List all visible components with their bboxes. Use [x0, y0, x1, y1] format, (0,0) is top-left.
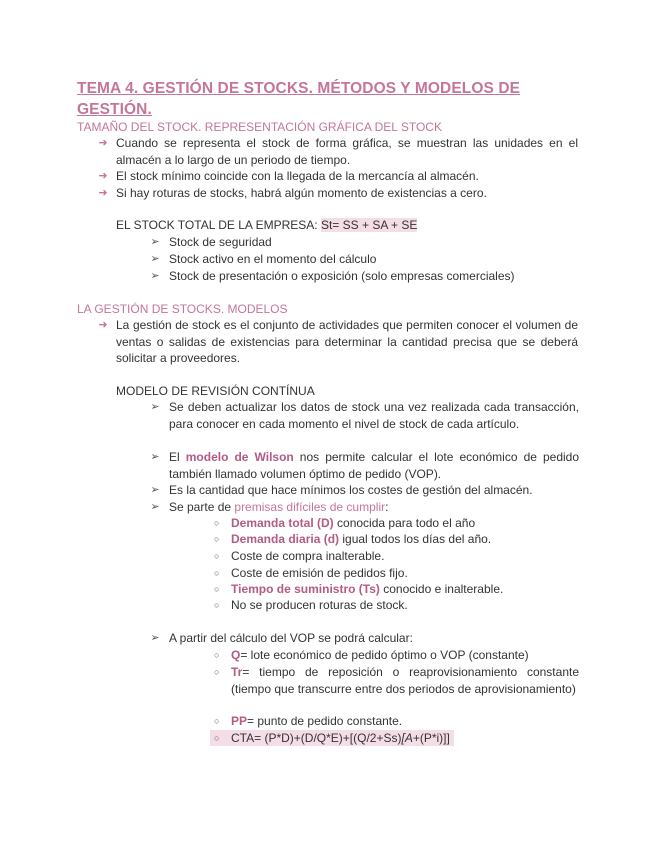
model-heading: MODELO DE REVISIÓN CONTÍNUA [116, 384, 315, 398]
triangle-bullet-icon: ➢ [150, 484, 160, 496]
vop-text: = punto de pedido constante. [247, 714, 403, 728]
list-item: Se deben actualizar los datos de stock una vez realizada cada transacción, para conocer en cada momento el nivel de stock de cada artículo. [169, 400, 579, 431]
circle-bullet-icon: ○ [214, 716, 220, 726]
vop-text: = lote económico de pedido óptimo o VOP (constante) [240, 648, 529, 662]
list-item: Si hay roturas de stocks, habrá algún momento de existencias a cero. [116, 186, 487, 200]
section-heading-stock-size: TAMAÑO DEL STOCK. REPRESENTACIÓN GRÁFICA DEL STOCK [77, 120, 442, 134]
triangle-bullet-icon: ➢ [150, 451, 160, 463]
vop-item-cta [231, 730, 579, 747]
cta-formula-italic: [A [401, 731, 413, 745]
premise-text: conocida para todo el año [333, 516, 476, 530]
circle-bullet-icon: ○ [214, 667, 220, 677]
vop-item-pp [231, 713, 579, 730]
vop-item-tr [231, 664, 579, 697]
circle-bullet-icon: ○ [214, 584, 220, 594]
circle-bullet-icon: ○ [214, 551, 220, 561]
arrow-bullet-icon: ➜ [98, 187, 108, 199]
list-item: Es la cantidad que hace mínimos los costes de gestión del almacén. [169, 483, 533, 497]
triangle-bullet-icon: ➢ [150, 401, 160, 413]
triangle-bullet-icon: ➢ [150, 270, 160, 282]
premises-post: : [385, 500, 389, 514]
premise-text: conocido e inalterable. [379, 582, 504, 596]
arrow-bullet-icon: ➜ [98, 170, 108, 182]
stock-total-formula: St= SS + SA + SE [320, 218, 418, 232]
vop-item-q [231, 647, 579, 664]
premise-term: Demanda diaria (d) [231, 532, 340, 546]
arrow-bullet-icon: ➜ [98, 137, 108, 149]
list-item: Stock de presentación o exposición (solo empresas comerciales) [169, 269, 515, 283]
vop-term: PP [231, 714, 248, 728]
circle-bullet-icon: ○ [214, 650, 220, 660]
intro-paragraph: La gestión de stock es el conjunto de actividades que permiten conocer el volumen de ventas o salidas de existencias para determinar la cantidad precisa que se deberá solicitar a proveedores. [116, 318, 578, 365]
cta-formula-pre: CTA= (P*D)+(D/Q*E)+[(Q/2+Ss) [231, 731, 402, 745]
premise-item: Coste de compra inalterable. [231, 549, 385, 563]
cta-formula-post: +(P*i)]] [412, 731, 450, 745]
list-item: A partir del cálculo del VOP se podrá calcular: [169, 631, 413, 645]
circle-bullet-icon: ○ [214, 733, 220, 743]
premise-term: Tiempo de suministro (Ts) [231, 582, 380, 596]
list-item-wilson [169, 449, 579, 482]
wilson-pre: El [169, 450, 186, 464]
wilson-bold: modelo de Wilson [185, 450, 294, 464]
premise-item [231, 531, 579, 548]
premise-item [231, 581, 579, 598]
vop-term: Q [231, 648, 241, 662]
circle-bullet-icon: ○ [214, 534, 220, 544]
list-item: Stock activo en el momento del cálculo [169, 252, 377, 266]
triangle-bullet-icon: ➢ [150, 253, 160, 265]
section-heading-stock-management: LA GESTIÓN DE STOCKS. MODELOS [77, 302, 288, 316]
vop-term: Tr [231, 665, 243, 679]
premises-highlight: premisas difíciles de cumplir [234, 500, 386, 514]
premises-pre: Se parte de [169, 500, 235, 514]
list-item: Cuando se representa el stock de forma gráfica, se muestran las unidades en el almacén a lo largo de un periodo de tiempo. [116, 136, 578, 167]
premise-text: igual todos los días del año. [339, 532, 492, 546]
vop-text: = tiempo de reposición o reaprovisionamiento constante (tiempo que transcurre entre dos periodos de aprovisionamiento) [231, 665, 579, 696]
circle-bullet-icon: ○ [214, 600, 220, 610]
premise-item: No se producen roturas de stock. [231, 598, 408, 612]
list-item-premises [169, 499, 579, 516]
arrow-bullet-icon: ➜ [98, 319, 108, 331]
wilson-post: nos permite calcular el lote económico de pedido también llamado volumen óptimo de pedido (VOP). [169, 450, 580, 481]
stock-total-label: EL STOCK TOTAL DE LA EMPRESA: [116, 218, 321, 232]
list-item: El stock mínimo coincide con la llegada de la mercancía al almacén. [116, 169, 479, 183]
triangle-bullet-icon: ➢ [150, 236, 160, 248]
premise-item [231, 515, 579, 532]
premise-item: Coste de emisión de pedidos fijo. [231, 566, 408, 580]
list-item: Stock de seguridad [169, 235, 272, 249]
circle-bullet-icon: ○ [214, 518, 220, 528]
triangle-bullet-icon: ➢ [150, 501, 160, 513]
page-title: TEMA 4. GESTIÓN DE STOCKS. MÉTODOS Y MODELOS DE GESTIÓN. [77, 80, 521, 118]
stock-total-line [116, 217, 578, 234]
premise-term: Demanda total (D) [231, 516, 334, 530]
triangle-bullet-icon: ➢ [150, 632, 160, 644]
circle-bullet-icon: ○ [214, 568, 220, 578]
